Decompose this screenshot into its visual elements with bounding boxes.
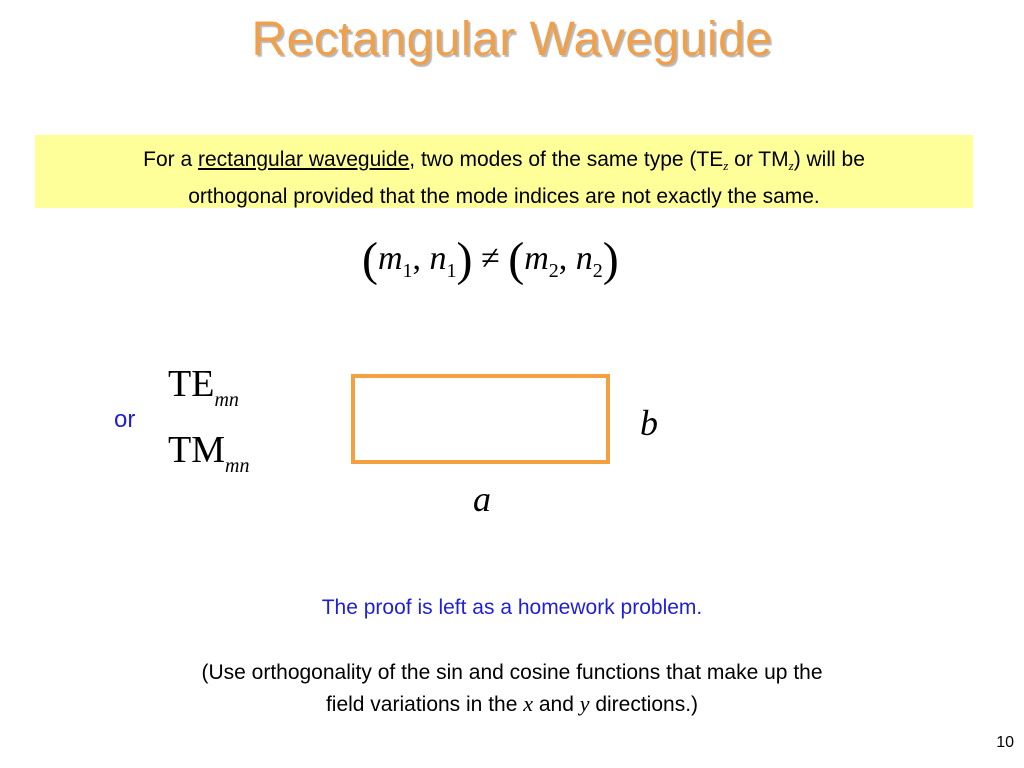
- callout-box: [35, 135, 973, 208]
- te-mode-label: $TE_{mn}$: [168, 363, 239, 411]
- not-equal-sign: ≠: [481, 240, 500, 277]
- callout-line-2: orthogonal provided that the mode indices are not exactly the same.: [188, 185, 820, 208]
- dimension-a-label: a: [473, 479, 491, 519]
- slide-title: Rectangular Waveguide: [251, 13, 773, 66]
- waveguide-cross-section: [351, 374, 610, 464]
- underlined-term: rectangular waveguide: [197, 148, 410, 171]
- page-number: 10: [996, 734, 1014, 751]
- hint-text: (Use orthogonality of the sin and cosine functions that make up the field variations in the x and y directions.): [201, 661, 823, 716]
- proof-note: The proof is left as a homework problem.: [321, 596, 703, 619]
- index-inequality: ($m_1$, $n_1) \ne (m_2$, $n_2$): [362, 233, 619, 286]
- tm-mode-label: $TM_{mn}$: [168, 429, 250, 477]
- dimension-b-label: b: [640, 403, 658, 443]
- callout-line-1: For a rectangular waveguide, two modes of the same type ($TE_z$ or $TM_z$) will be: [143, 148, 865, 173]
- or-label: or: [114, 406, 136, 433]
